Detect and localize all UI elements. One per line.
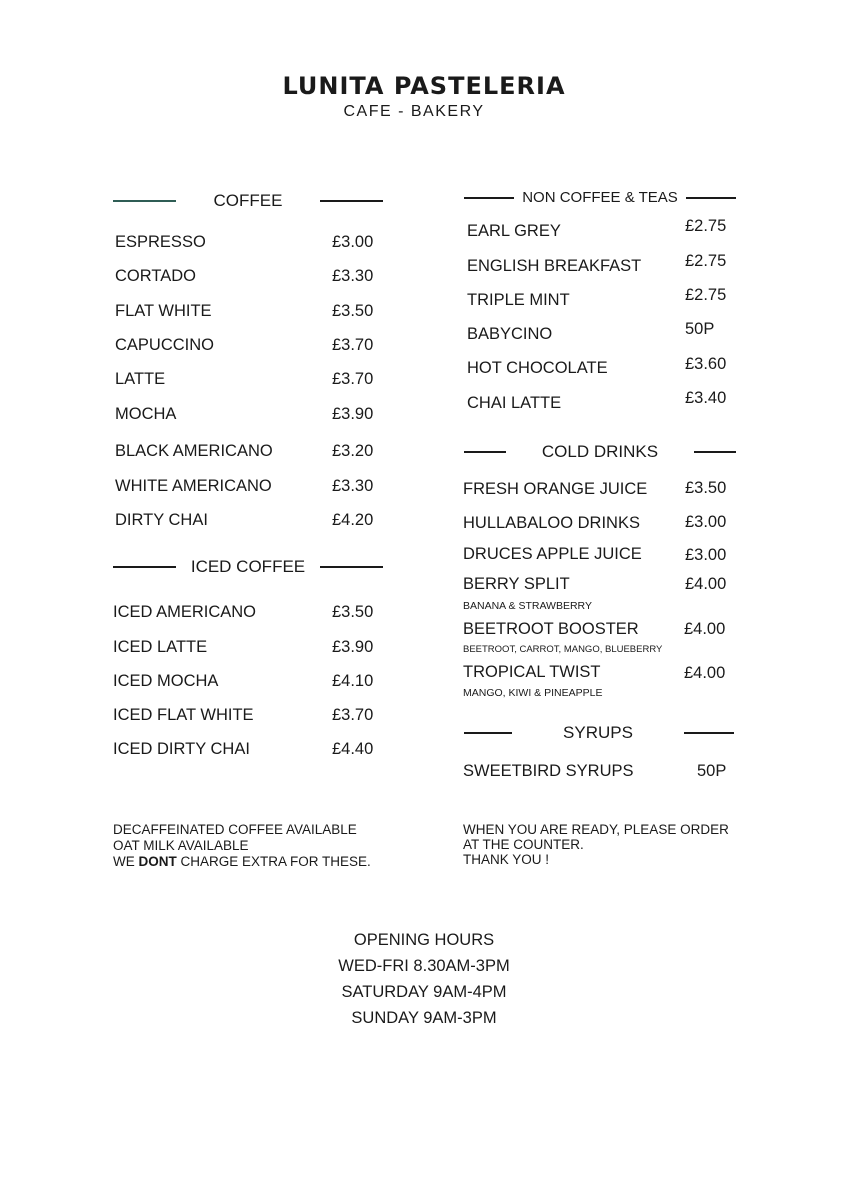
menu-item-price: £2.75 xyxy=(685,286,727,304)
section-header-iced-coffee xyxy=(113,557,383,577)
menu-item-price: £3.20 xyxy=(332,442,374,460)
emphasis-text: DONT xyxy=(138,854,177,869)
section-header-coffee xyxy=(113,191,383,211)
menu-item-name: HULLABALOO DRINKS xyxy=(463,514,640,532)
note-line: DECAFFEINATED COFFEE AVAILABLE xyxy=(113,822,357,837)
divider xyxy=(464,197,514,199)
divider xyxy=(686,197,736,199)
menu-item-name: EARL GREY xyxy=(467,222,561,240)
menu-item-price: £4.40 xyxy=(332,740,374,758)
menu-item-name: ICED LATTE xyxy=(113,638,208,656)
menu-item-price: £3.50 xyxy=(332,603,374,621)
divider xyxy=(464,451,506,453)
menu-item-name: BEETROOT BOOSTER xyxy=(463,620,639,638)
menu-item-price: £3.60 xyxy=(685,355,727,373)
section-header-syrups xyxy=(464,723,734,743)
divider xyxy=(464,732,512,734)
menu-item-price: £3.70 xyxy=(332,370,374,388)
menu-item-name: LATTE xyxy=(115,370,166,388)
note-line: AT THE COUNTER. xyxy=(463,837,584,852)
menu-item-name: BERRY SPLIT xyxy=(463,575,570,593)
menu-item-price: £3.50 xyxy=(685,479,727,497)
menu-item-price: £4.00 xyxy=(684,620,726,638)
divider xyxy=(113,200,176,202)
menu-item-price: 50P xyxy=(697,762,727,780)
menu-item-price: £4.00 xyxy=(685,575,727,593)
section-title: NON COFFEE & TEAS xyxy=(522,189,678,206)
menu-item-description: MANGO, KIWI & PINEAPPLE xyxy=(463,687,603,699)
menu-item-name: ICED AMERICANO xyxy=(113,603,257,621)
menu-item-price: £4.00 xyxy=(684,664,726,682)
menu-item-price: £4.20 xyxy=(332,511,374,529)
menu-item-price: £3.30 xyxy=(332,477,374,495)
menu-item-price: £3.90 xyxy=(332,638,374,656)
menu-item-price: £4.10 xyxy=(332,672,374,690)
menu-item-name: HOT CHOCOLATE xyxy=(467,359,608,377)
section-header-cold-drinks xyxy=(464,442,736,462)
note-line: OAT MILK AVAILABLE xyxy=(113,838,249,853)
menu-item-price: £3.50 xyxy=(332,302,374,320)
divider xyxy=(113,566,176,568)
menu-item-price: £3.00 xyxy=(332,233,374,251)
menu-item-price: £3.70 xyxy=(332,336,374,354)
divider xyxy=(684,732,734,734)
menu-item-name: MOCHA xyxy=(115,405,177,423)
menu-item-name: FLAT WHITE xyxy=(115,302,212,320)
opening-hours-heading: OPENING HOURS xyxy=(353,931,495,949)
menu-item-name: CAPUCCINO xyxy=(115,336,215,354)
section-header-teas xyxy=(464,189,736,206)
menu-item-price: £3.30 xyxy=(332,267,374,285)
menu-item-name: ICED MOCHA xyxy=(113,672,219,690)
menu-item-name: ICED FLAT WHITE xyxy=(113,706,254,724)
page-subtitle: CAFE - BAKERY xyxy=(343,103,485,120)
section-title: COFFEE xyxy=(213,191,283,210)
menu-item-name: WHITE AMERICANO xyxy=(115,477,272,495)
menu-item-name: DRUCES APPLE JUICE xyxy=(463,545,642,563)
opening-hours-line: SUNDAY 9AM-3PM xyxy=(351,1009,497,1027)
menu-item-name: SWEETBIRD SYRUPS xyxy=(463,762,634,780)
opening-hours-line: WED-FRI 8.30AM-3PM xyxy=(338,957,510,975)
ordering-note xyxy=(463,822,729,867)
divider xyxy=(694,451,736,453)
note-line: WE DONT CHARGE EXTRA FOR THESE. xyxy=(113,854,371,869)
page-title: LUNITA PASTELERIA xyxy=(282,72,566,100)
menu-item-name: ENGLISH BREAKFAST xyxy=(467,257,642,275)
note-line: WHEN YOU ARE READY, PLEASE ORDER xyxy=(463,822,729,837)
menu-item-name: CHAI LATTE xyxy=(467,394,562,412)
menu-item-description: BANANA & STRAWBERRY xyxy=(463,600,592,612)
divider xyxy=(320,566,383,568)
menu-item-name: CORTADO xyxy=(115,267,196,285)
menu-item-name: BABYCINO xyxy=(467,325,553,343)
menu-item-price: £3.70 xyxy=(332,706,374,724)
menu-item-name: DIRTY CHAI xyxy=(115,511,208,529)
menu-item-name: ICED DIRTY CHAI xyxy=(113,740,250,758)
menu-item-description: BEETROOT, CARROT, MANGO, BLUEBERRY xyxy=(463,644,663,655)
menu-item-name: TRIPLE MINT xyxy=(467,291,570,309)
section-title: COLD DRINKS xyxy=(541,442,659,461)
menu-item-price: £3.00 xyxy=(685,546,727,564)
menu-item-name: ESPRESSO xyxy=(115,233,206,251)
menu-item-price: 50P xyxy=(685,320,715,338)
menu-item-price: £3.90 xyxy=(332,405,374,423)
menu-item-name: BLACK AMERICANO xyxy=(115,442,273,460)
menu-item-price: £3.00 xyxy=(685,513,727,531)
section-title: ICED COFFEE xyxy=(190,557,306,576)
dietary-note xyxy=(113,822,371,870)
menu-item-price: £2.75 xyxy=(685,217,727,235)
section-title: SYRUPS xyxy=(563,723,633,742)
opening-hours-line: SATURDAY 9AM-4PM xyxy=(341,983,507,1001)
note-line: THANK YOU ! xyxy=(463,852,550,867)
menu-item-name: TROPICAL TWIST xyxy=(463,663,601,681)
menu-item-price: £2.75 xyxy=(685,252,727,270)
menu-item-name: FRESH ORANGE JUICE xyxy=(463,480,648,498)
menu-item-price: £3.40 xyxy=(685,389,727,407)
divider xyxy=(320,200,383,202)
